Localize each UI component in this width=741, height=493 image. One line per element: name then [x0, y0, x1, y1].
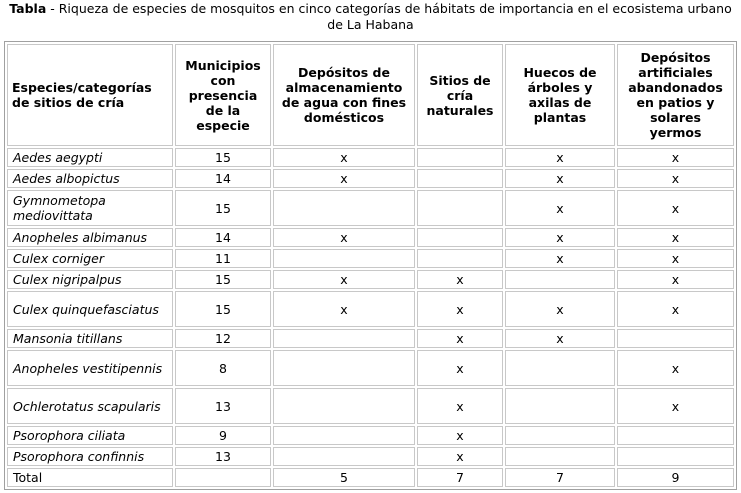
total-label: Total [7, 468, 173, 487]
header-depositos-artificiales: Depósitos artificiales abandonados en patios y solares yermos [617, 44, 734, 146]
total-row [7, 468, 734, 487]
artificiales-cell: x [617, 270, 734, 289]
depositos-cell [273, 426, 415, 445]
depositos-cell [273, 190, 415, 226]
species-cell: Gymnometopa mediovittata [7, 190, 173, 226]
header-sitios-naturales: Sitios de cría naturales [417, 44, 503, 146]
huecos-cell: x [505, 169, 615, 188]
species-cell: Anopheles albimanus [7, 228, 173, 247]
artificiales-cell: x [617, 350, 734, 386]
depositos-cell [273, 249, 415, 268]
table-row [7, 291, 734, 327]
header-huecos-arboles: Huecos de árboles y axilas de plantas [505, 44, 615, 146]
municipios-cell: 13 [175, 447, 271, 466]
depositos-cell: x [273, 228, 415, 247]
huecos-cell: x [505, 249, 615, 268]
species-cell: Culex corniger [7, 249, 173, 268]
artificiales-cell: x [617, 169, 734, 188]
header-species: Especies/categorías de sitios de cría [7, 44, 173, 146]
table-row [7, 270, 734, 289]
municipios-cell: 14 [175, 169, 271, 188]
municipios-cell: 15 [175, 190, 271, 226]
depositos-cell: x [273, 148, 415, 167]
species-cell: Mansonia titillans [7, 329, 173, 348]
table-body [7, 148, 734, 487]
naturales-cell [417, 249, 503, 268]
naturales-cell: x [417, 270, 503, 289]
municipios-cell: 9 [175, 426, 271, 445]
huecos-cell: x [505, 148, 615, 167]
header-row [7, 44, 734, 146]
species-cell: Culex nigripalpus [7, 270, 173, 289]
header-municipios: Municipios con presencia de la especie [175, 44, 271, 146]
naturales-cell [417, 148, 503, 167]
table-row [7, 329, 734, 348]
huecos-cell: x [505, 329, 615, 348]
naturales-cell: x [417, 388, 503, 424]
depositos-cell [273, 388, 415, 424]
naturales-cell: x [417, 350, 503, 386]
species-cell: Anopheles vestitipennis [7, 350, 173, 386]
total-depositos: 5 [273, 468, 415, 487]
huecos-cell [505, 426, 615, 445]
huecos-cell [505, 270, 615, 289]
species-cell: Aedes aegypti [7, 148, 173, 167]
species-cell: Psorophora ciliata [7, 426, 173, 445]
municipios-cell: 15 [175, 270, 271, 289]
species-cell: Aedes albopictus [7, 169, 173, 188]
artificiales-cell: x [617, 228, 734, 247]
artificiales-cell: x [617, 291, 734, 327]
naturales-cell: x [417, 447, 503, 466]
municipios-cell: 8 [175, 350, 271, 386]
table-row [7, 249, 734, 268]
caption-bold: Tabla [9, 1, 47, 16]
artificiales-cell: x [617, 249, 734, 268]
header-depositos-almacenamiento: Depósitos de almacenamiento de agua con fines domésticos [273, 44, 415, 146]
depositos-cell: x [273, 270, 415, 289]
total-huecos: 7 [505, 468, 615, 487]
naturales-cell: x [417, 291, 503, 327]
depositos-cell: x [273, 169, 415, 188]
naturales-cell [417, 169, 503, 188]
species-cell: Psorophora confinnis [7, 447, 173, 466]
municipios-cell: 15 [175, 291, 271, 327]
huecos-cell: x [505, 291, 615, 327]
table-row [7, 447, 734, 466]
table-row [7, 426, 734, 445]
total-artificiales: 9 [617, 468, 734, 487]
species-cell: Culex quinquefasciatus [7, 291, 173, 327]
huecos-cell [505, 350, 615, 386]
artificiales-cell [617, 447, 734, 466]
species-cell: Ochlerotatus scapularis [7, 388, 173, 424]
municipios-cell: 11 [175, 249, 271, 268]
artificiales-cell: x [617, 190, 734, 226]
municipios-cell: 12 [175, 329, 271, 348]
naturales-cell [417, 228, 503, 247]
naturales-cell: x [417, 329, 503, 348]
table-row [7, 169, 734, 188]
municipios-cell: 14 [175, 228, 271, 247]
municipios-cell: 15 [175, 148, 271, 167]
huecos-cell [505, 388, 615, 424]
artificiales-cell: x [617, 388, 734, 424]
species-table [4, 41, 737, 490]
huecos-cell: x [505, 190, 615, 226]
naturales-cell: x [417, 426, 503, 445]
total-municipios [175, 468, 271, 487]
depositos-cell [273, 329, 415, 348]
naturales-cell [417, 190, 503, 226]
table-caption [0, 0, 741, 33]
artificiales-cell [617, 426, 734, 445]
depositos-cell: x [273, 291, 415, 327]
artificiales-cell [617, 329, 734, 348]
total-naturales: 7 [417, 468, 503, 487]
caption-text: - Riqueza de especies de mosquitos en cinco categorías de hábitats de importancia en el ecosistema urbano de La Habana [46, 1, 732, 32]
huecos-cell [505, 447, 615, 466]
table-row [7, 350, 734, 386]
artificiales-cell: x [617, 148, 734, 167]
table-row [7, 388, 734, 424]
huecos-cell: x [505, 228, 615, 247]
table-row [7, 148, 734, 167]
depositos-cell [273, 447, 415, 466]
municipios-cell: 13 [175, 388, 271, 424]
table-row [7, 190, 734, 226]
table-row [7, 228, 734, 247]
depositos-cell [273, 350, 415, 386]
